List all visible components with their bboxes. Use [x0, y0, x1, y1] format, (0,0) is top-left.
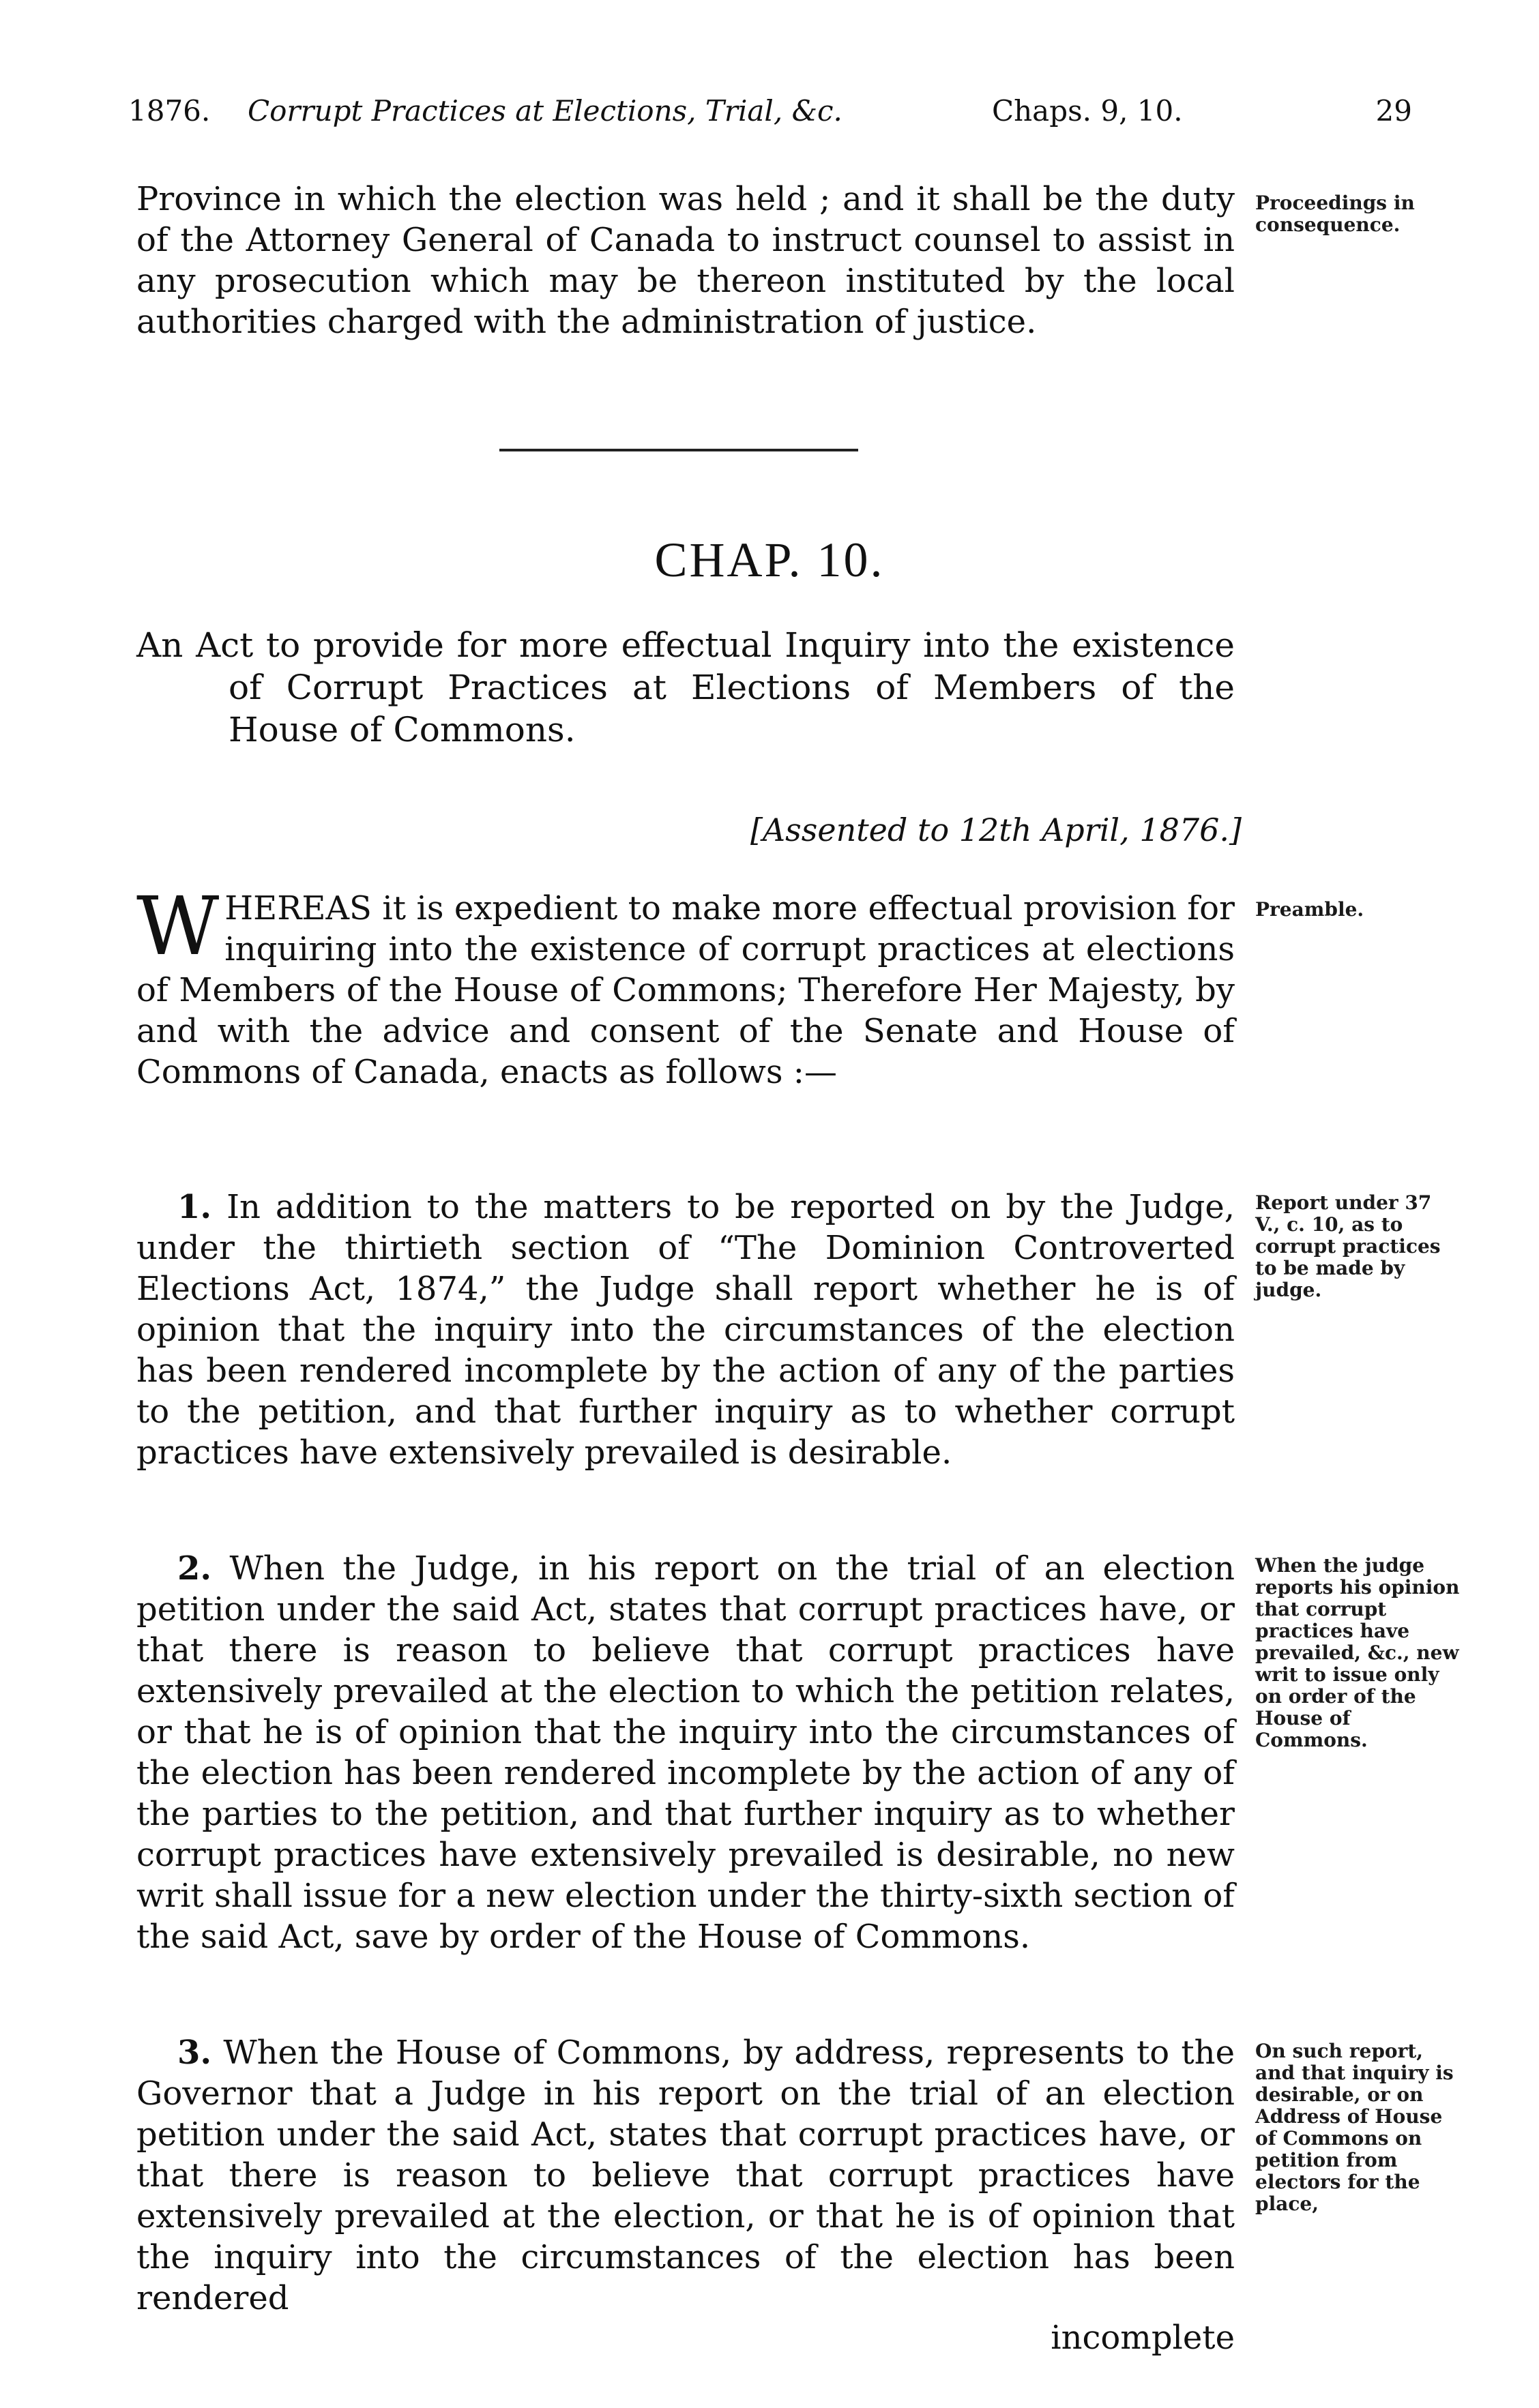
section-1-number: 1.: [177, 1188, 212, 1226]
act-title-text: An Act to provide for more effectual Inquiry into the existence of Corrupt Practices at Elections of Members of the House of Commons.: [136, 625, 1235, 749]
section-1-paragraph: [136, 1187, 1235, 1473]
marginal-note-section-3: On such report, and that inquiry is desirable, or on Address of House of Commons on petition from electors for the place,: [1255, 2040, 1454, 2215]
section-3-text: When the House of Commons, by address, represents to the Governor that a Judge in his report on the trial of an election petition under the said Act, states that corrupt practices have, or that there is reason to believe that corrupt practices have extensively prevailed at the election, or that he is of opinion that the inquiry into the circumstances of the election has been rendered: [136, 2034, 1235, 2317]
header-chapters: Chaps. 9, 10.: [992, 94, 1183, 128]
top-paragraph-text: Province in which the election was held ; and it shall be the duty of the Attorney General of Canada to instruct counsel to assist in any prosecution which may be thereon instituted by the local authorities charged with the administration of justice.: [136, 180, 1235, 341]
marginal-note-section-2: When the judge reports his opinion that corrupt practices have prevailed, &c., new writ to issue only on order of the House of Commons.: [1255, 1554, 1460, 1751]
section-3-paragraph: [136, 2032, 1235, 2319]
preamble-text: HEREAS it is expedient to make more effectual provision for inquiring into the existence of corrupt practices at elections of Members of the House of Commons; Therefore Her Majesty, by and with the advice and consent of the Senate and House of Commons of Canada, enacts as follows :—: [136, 889, 1235, 1091]
section-1-text: In addition to the matters to be reported on by the Judge, under the thirtieth section of “The Dominion Controverted Elections Act, 1874,” the Judge shall report whether he is of opinion that the inquiry into the circumstances of the election has been rendered incomplete by the action of any of the parties to the petition, and that further inquiry as to whether corrupt practices have extensively prevailed is desirable.: [136, 1188, 1235, 1472]
section-2-text: When the Judge, in his report on the trial of an election petition under the said Act, states that corrupt practices have, or that there is reason to believe that corrupt practices have extensively prevailed at the election to which the petition relates, or that he is of opinion that the inquiry into the circumstances of the election has been rendered incomplete by the action of any of the parties to the petition, and that further inquiry as to whether corrupt practices have extensively prevailed is desirable, no new writ shall issue for a new election under the thirty-sixth section of the said Act, save by order of the House of Commons.: [136, 1549, 1235, 1956]
preamble-dropcap: W: [136, 879, 220, 973]
act-title: [136, 624, 1235, 751]
preamble-paragraph: [136, 879, 1235, 1092]
section-divider: [499, 449, 858, 451]
marginal-note-preamble: Preamble.: [1255, 898, 1364, 921]
section-2: [136, 1548, 1235, 1957]
page-number: 29: [1375, 94, 1412, 128]
assent-date: [662, 812, 1242, 848]
catchword: incomplete: [1051, 2319, 1235, 2357]
header-title: Corrupt Practices at Elections, Trial, &c.: [248, 94, 842, 128]
running-header: [128, 94, 1438, 142]
assent-text: [Assented to 12th April, 1876.]: [750, 812, 1242, 848]
section-2-paragraph: [136, 1548, 1235, 1957]
section-3: [136, 2032, 1235, 2357]
section-1: [136, 1187, 1235, 1473]
section-3-number: 3.: [177, 2034, 212, 2072]
top-paragraph: [136, 179, 1235, 342]
header-year: 1876.: [128, 94, 211, 128]
section-2-number: 2.: [177, 1549, 212, 1588]
marginal-note-section-1: Report under 37 V., c. 10, as to corrupt practices to be made by judge.: [1255, 1191, 1441, 1301]
preamble: [136, 879, 1235, 1092]
marginal-note-proceedings: Proceedings in consequence.: [1255, 192, 1415, 236]
chapter-heading: CHAP. 10.: [654, 533, 885, 587]
